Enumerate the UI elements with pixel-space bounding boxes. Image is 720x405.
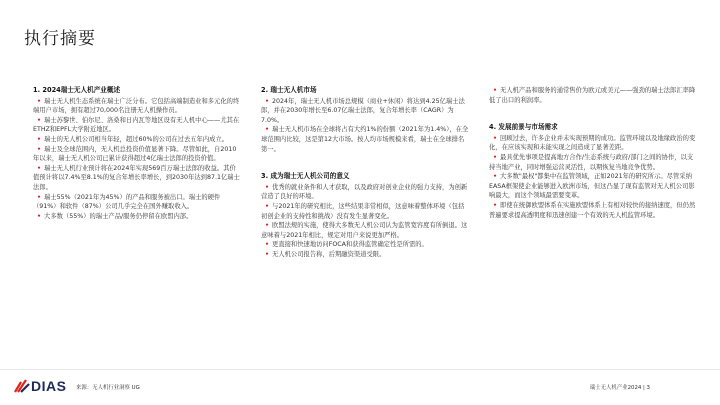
bullet-item bbox=[489, 172, 697, 201]
bullet-text: 无人机产品和服务的通常售价为欧元或美元——强劲的瑞士法郎汇率降低了出口的利润率。 bbox=[489, 87, 696, 104]
bullet-text: 欧盟法规的实施，使得大多数无人机公司认为监管宽容度有所倒退。这意味着与2021年相比，规定对用户来说更加严格。 bbox=[261, 222, 468, 239]
bullet-item bbox=[261, 125, 469, 154]
logo-text: DIAS bbox=[31, 378, 67, 394]
bullet-dot-icon: • bbox=[37, 193, 42, 201]
section-heading: 1. 2024瑞士无人机产业概述 bbox=[33, 86, 121, 94]
bullet-text: 瑞士及全球范围内，无人机总投资价值显著下降。尽管如此，自2010年以来，瑞士无人机公司已累计获得超过4亿瑞士法郎的投资价值。 bbox=[33, 145, 237, 163]
column-3 bbox=[489, 86, 697, 230]
section-industry-overview bbox=[33, 86, 240, 221]
bullet-text: 大多数（55%）的瑞士产品/服务仍停留在欧盟内部。 bbox=[44, 212, 193, 220]
bullet-dot-icon: • bbox=[37, 164, 42, 172]
bullet-text: 瑞士无人机行业预计将在2024年实现569百万瑞士法郎的收益。其价值预计将以7.4%至8.1%的复合年增长率增长，到2030年达到87.1亿瑞士法郎。 bbox=[33, 164, 240, 191]
bullet-item bbox=[33, 164, 240, 193]
section-heading: 2. 瑞士无人机市场 bbox=[261, 86, 317, 94]
bullet-item bbox=[261, 202, 469, 221]
bullet-item bbox=[261, 240, 469, 250]
bullet-dot-icon: • bbox=[265, 183, 270, 191]
bullet-dot-icon: • bbox=[37, 116, 42, 124]
section-outlook bbox=[489, 123, 697, 220]
bullet-item bbox=[33, 116, 240, 135]
dias-logo bbox=[14, 378, 66, 394]
bullet-item bbox=[33, 212, 240, 222]
bullet-dot-icon: • bbox=[493, 153, 498, 161]
bullet-item bbox=[489, 134, 697, 153]
section-heading: 4. 发展前景与市场需求 bbox=[489, 123, 558, 132]
bullet-item bbox=[261, 183, 469, 202]
bullet-dot-icon: • bbox=[493, 134, 498, 142]
bullet-dot-icon: • bbox=[265, 222, 270, 230]
bullet-item bbox=[261, 250, 469, 260]
section-continued bbox=[489, 86, 697, 105]
bullet-text: 瑞士无人机生态系统在瑞士广泛分布。它包括高端制造业和多元化的终端用户市场，拥有超过70,000名注册无人机操作员。 bbox=[33, 97, 240, 115]
page-info: 瑞士无人机产业2024 | 3 bbox=[589, 385, 650, 391]
bullet-item bbox=[33, 135, 240, 145]
bullet-text: 最具优先事项是提高地方合作/生态系统与政府/部门之间的协作，以支持当地产业，同时增强运营灵活性，以期恢复当地竞争优势。 bbox=[489, 153, 694, 171]
bullet-text: 瑞士无人机市场在全球将占有大约1%的份额（2021年为1.4%），在全球范围内比较，这是第12大市场。按人均市场规模来看，瑞士在全球排名第一。 bbox=[261, 126, 469, 153]
dias-logo-mark-icon bbox=[14, 379, 30, 393]
bullet-text: 优秀的就业条件和人才获取，以及政府对创业企业的强力支持，为创新营造了良好的环境。 bbox=[261, 183, 468, 201]
source-note: 来源：无人机行业洞察 UG bbox=[76, 385, 140, 391]
bullet-item bbox=[33, 193, 240, 212]
bullet-text: 与2021年的研究相比，这些结果非常相似，这意味着整体环境（包括初创企业的支持性和挑战）没有发生显著变化。 bbox=[261, 202, 465, 220]
bullet-item bbox=[33, 97, 240, 116]
bullet-dot-icon: • bbox=[37, 145, 42, 153]
bullet-item bbox=[489, 153, 697, 172]
bullet-item bbox=[261, 221, 469, 240]
section-heading: 3. 成为瑞士无人机公司的意义 bbox=[261, 172, 350, 181]
bullet-item bbox=[489, 86, 697, 105]
bullet-text: 大多数"最权"都集中在监管领域，正如2021年的研究所示。尽管采纳EASA框架使企业能够进入欧洲市场，但这凸显了现有监管对无人机公司影响最大，而这个领域最需要变革。 bbox=[489, 173, 695, 200]
column-2 bbox=[261, 86, 469, 270]
bullet-text: 回顾过去，许多企业并未实现预期的成功。监管环境以及地缘政治的变化，在应该实现和未能实现之间造成了显著差距。 bbox=[489, 134, 696, 152]
bullet-dot-icon: • bbox=[493, 173, 498, 181]
bullet-text: 2024年，瑞士无人机市场总规模（商业+休闲）将达到4.25亿瑞士法郎，并在2030年增长至6.07亿瑞士法郎，复合年增长率（CAGR）为7.0%。 bbox=[261, 97, 465, 124]
section-swiss-market bbox=[261, 86, 469, 154]
bullet-item bbox=[33, 145, 240, 164]
bullet-dot-icon: • bbox=[265, 250, 270, 258]
footer-divider bbox=[0, 369, 720, 370]
bullet-text: 无人机公司报告称，后期融资渠道受限。 bbox=[272, 250, 386, 258]
bullet-item bbox=[261, 97, 469, 126]
bullet-dot-icon: • bbox=[37, 212, 42, 220]
bullet-text: 瑞士苏黎世、伯尔尼、洛桑和日内瓦等地区设有无人机中心——尤其在ETHZ和EPFL大学附近地区。 bbox=[33, 116, 240, 134]
bullet-dot-icon: • bbox=[37, 97, 42, 105]
column-1 bbox=[33, 86, 240, 231]
section-meaning bbox=[261, 172, 469, 259]
bullet-dot-icon: • bbox=[265, 97, 270, 105]
bullet-text: 更直接和快速地访问FOCA和获得监管确定性是所需的。 bbox=[272, 241, 428, 249]
bullet-text: 即使在统御欧盟体系在实施欧盟体系上有相对较快的接纳速度，但仍然普遍要求提高透明度和迅速创建一个有效的无人机监管环境。 bbox=[489, 201, 696, 219]
bullet-dot-icon: • bbox=[37, 135, 42, 143]
bullet-dot-icon: • bbox=[493, 87, 498, 94]
bullet-item bbox=[489, 201, 697, 220]
page-title: 执行摘要 bbox=[24, 29, 96, 49]
bullet-dot-icon: • bbox=[265, 126, 270, 134]
bullet-text: 瑞士55%（2021年为45%）的产品和服务被出口。瑞士的硬件（91%）和软件（87%）公司几乎完全在国外赚取收入。 bbox=[33, 193, 221, 211]
bullet-dot-icon: • bbox=[265, 241, 270, 249]
bullet-dot-icon: • bbox=[265, 202, 270, 210]
bullet-text: 瑞士的无人机公司相当年轻，超过60%的公司在过去五年内成立。 bbox=[44, 135, 229, 143]
bullet-dot-icon: • bbox=[493, 201, 498, 209]
